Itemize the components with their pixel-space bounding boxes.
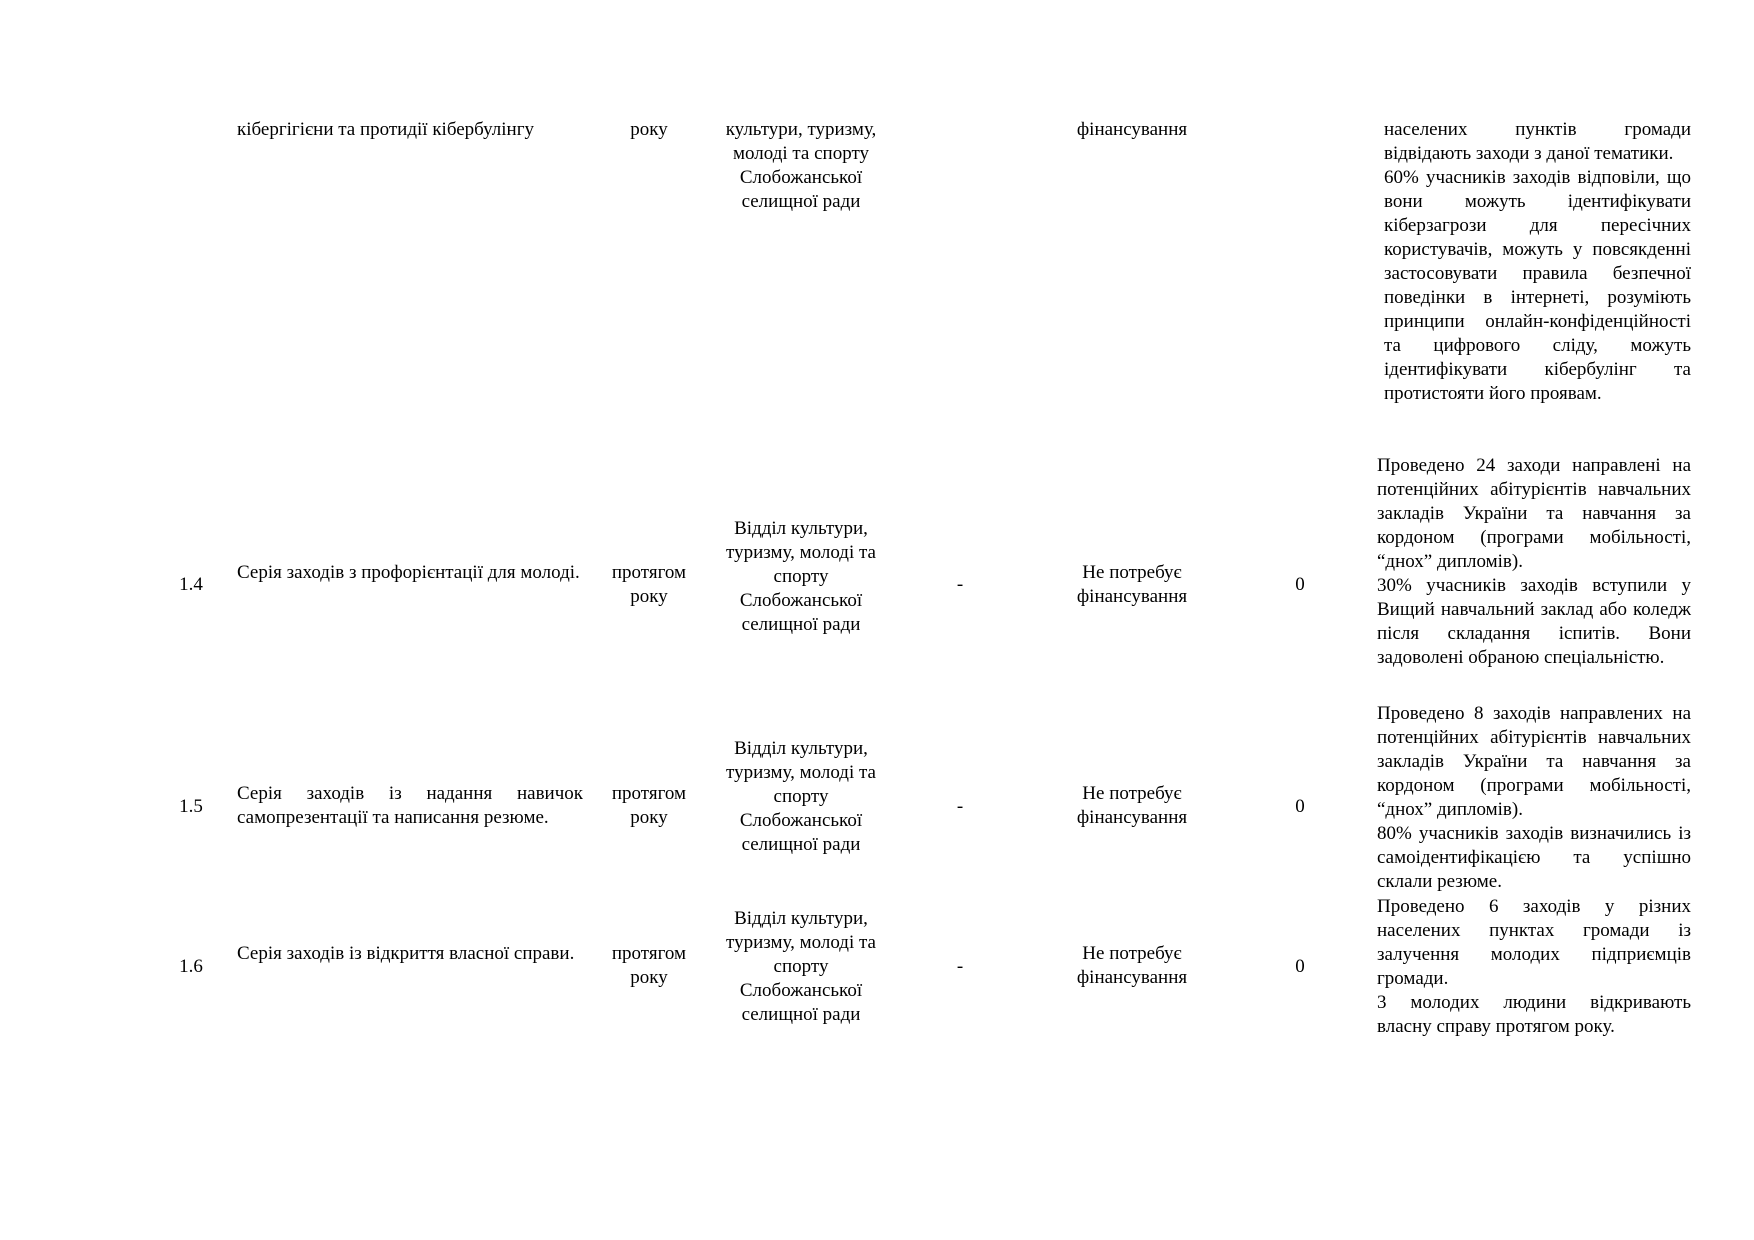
result-paragraph: Проведено 6 заходів у різних населених пунктах громади із залучення молодих підприємців громади. (1377, 896, 1691, 989)
row-number: 1.6 (179, 956, 203, 977)
executor: Відділ культури, туризму, молоді та спорту Слобожанської селищної ради (726, 518, 876, 635)
funding-source: Не потребує фінансування (1076, 562, 1188, 607)
expected-result (1377, 454, 1691, 670)
co-executor: - (956, 574, 964, 595)
result-paragraph: 3 молодих людини відкривають власну справу протягом року. (1377, 992, 1691, 1037)
measure-name: Серія заходів із відкриття власної справи. (237, 943, 575, 964)
funding-source: Не потребує фінансування (1076, 943, 1188, 988)
result-paragraph: населених пунктів громади відвідають заходи з даної тематики. (1384, 119, 1691, 164)
executor: культури, туризму, молоді та спорту Слобожанської селищної ради (725, 119, 877, 212)
measure-name: кібергігієни та протидії кібербулінгу (237, 119, 535, 140)
funding-source: Не потребує фінансування (1076, 783, 1188, 828)
expected-result (1377, 702, 1691, 894)
result-paragraph: 60% учасників заходів відповіли, що вони можуть ідентифікувати кіберзагрози для пересічних користувачів, можуть у повсякденні застосовувати правила безпечної поведінки в інтернеті, розуміють принципи онлайн-конфіденційності та цифрового сліду, можуть ідентифікувати кібербулінг та протистояти його проявам. (1384, 167, 1691, 404)
term: протягом року (611, 783, 687, 828)
executor: Відділ культури, туризму, молоді та спорту Слобожанської селищної ради (726, 908, 876, 1025)
executor: Відділ культури, туризму, молоді та спорту Слобожанської селищної ради (726, 738, 876, 855)
result-paragraph: 30% учасників заходів вступили у Вищий навчальний заклад або коледж після складання іспитів. Вони задоволені обраною спеціальністю. (1377, 575, 1691, 668)
term: року (630, 119, 668, 140)
term: протягом року (611, 943, 687, 988)
result-paragraph: Проведено 24 заходи направлені на потенційних абітурієнтів навчальних закладів України та навчання за кордоном (програми мобільності, “днох” дипломів). (1377, 455, 1691, 572)
measure-name: Серія заходів із надання навичок самопрезентації та написання резюме. (237, 783, 583, 828)
measure-name: Серія заходів з профорієнтації для молоді. (237, 562, 580, 583)
funding-source: фінансування (1076, 119, 1188, 140)
co-executor: - (956, 956, 964, 977)
result-paragraph: 80% учасників заходів визначились із самоідентифікацією та успішно склали резюме. (1377, 823, 1691, 892)
co-executor: - (956, 796, 964, 817)
funding-volume: 0 (1295, 574, 1305, 595)
term: протягом року (611, 562, 687, 607)
result-paragraph: Проведено 8 заходів направлених на потенційних абітурієнтів навчальних закладів України та навчання за кордоном (програми мобільності, “днох” дипломів). (1377, 703, 1691, 820)
expected-result (1384, 118, 1691, 406)
funding-volume: 0 (1295, 796, 1305, 817)
row-number: 1.4 (179, 574, 203, 595)
row-number: 1.5 (179, 796, 203, 817)
funding-volume: 0 (1295, 956, 1305, 977)
expected-result (1377, 895, 1691, 1039)
